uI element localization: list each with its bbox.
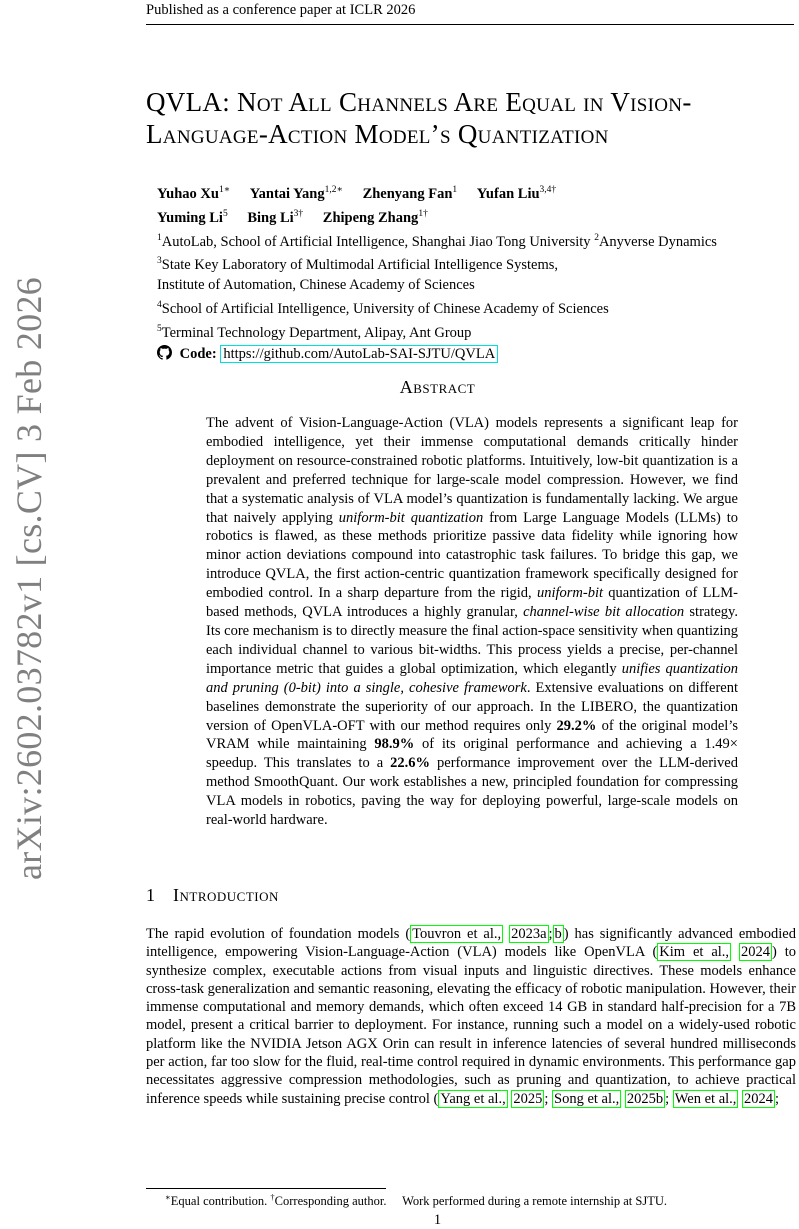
citation-link[interactable]: Yang et al.,: [440, 1090, 506, 1107]
github-icon: [157, 345, 172, 360]
header-rule: [146, 24, 794, 25]
author: Yufan Liu$^{3,4\dagger}$: [476, 185, 557, 202]
citation-link[interactable]: 2024: [740, 944, 770, 961]
section-heading-introduction: [146, 885, 279, 906]
author: Bing $Li^{3\dagger}$: [247, 208, 304, 226]
section-number: 1: [146, 885, 155, 905]
affiliation-1-2: $^1$AutoLab, School of Artificial Intelligence, Shanghai Jiao Tong University $^2$Anyverse Dynamics: [157, 232, 717, 250]
code-url-link[interactable]: https://github.com/AutoLab-SAI-SJTU/QVLA: [220, 345, 498, 363]
footnote-rule: [146, 1188, 386, 1189]
affiliation-3-cont: Institute of Automation, Chinese Academy of Sciences: [157, 277, 475, 294]
abstract-heading: Abstract: [399, 377, 476, 397]
page-number: 1: [433, 1212, 442, 1228]
author: Yuhao $Xu^{1∗}$: [157, 185, 231, 202]
section-title: Introduction: [173, 885, 279, 905]
citation-link[interactable]: Song et al.,: [554, 1090, 620, 1107]
introduction-body: The rapid evolution of foundation models ( Touvron et al., 2023a ; b ) has significantly advanced embodied intelligence, empowering Vision-Language-Action (VLA) models like OpenVLA ( Kim et al., 2024 ) to synthesize complex, executable actions from visual inputs and linguistic directives. These models enhance cross-task generalization and semantic reasoning, elevating the efficacy of robotic manipulation. However, their immense computational and memory demands, which often exceed 14 GB in standard half-precision for a 7B model, present a critical barrier to deployment. For instance, running such a model on a widely-used robotic platform like the NVIDIA Jetson AGX Orin can result in inference latencies of several hundred milliseconds per action, far too slow for the fluid, real-time control required in dynamic environments. This performance gap necessitates aggressive compression methodologies, such as pruning and quantization, to achieve practical inference speeds while sustaining precise control ( Yang et al., 2025 ; Song et al., 2025b ; Wen et al., 2024 ;: [146, 926, 797, 1107]
code-line: [157, 344, 797, 364]
title-line-2: Language-Action Model’s Quantization: [146, 119, 609, 149]
author-row-1: [157, 180, 797, 204]
citation-link[interactable]: b: [554, 926, 562, 942]
code-label: Code:: [179, 345, 217, 362]
citation-link[interactable]: 2023a: [511, 926, 547, 942]
paper-title: [146, 86, 796, 150]
citation-link[interactable]: 2025b: [626, 1090, 664, 1107]
citation-link[interactable]: Wen et al.,: [674, 1090, 737, 1107]
author: Zhipeng Zhang$^{1\dagger}$: [322, 208, 428, 226]
author-row-2: [157, 204, 797, 228]
affiliation-3: $^3$State Key Laboratory of Multimodal Artificial Intelligence Systems,: [157, 256, 558, 274]
author: Zhenyang Fan$^1$: [362, 185, 458, 202]
running-header: Published as a conference paper at ICLR 2026: [146, 2, 416, 18]
citation-link[interactable]: Kim et al.,: [659, 944, 730, 961]
citation-link[interactable]: 2025: [513, 1090, 543, 1107]
abstract-body: The advent of Vision-Language-Action (VLA) models represents a significant leap for embodied intelligence, yet their immense computational demands critically hinder deployment on resource-constrained robotic platforms. Intuitively, low-bit quantization is a prevalent and preferred technique for large-scale model compression. However, we find that a systematic analysis of VLA model’s quantization is fundamentally lacking. We argue that naively applying uniform-bit quantization from Large Language Models (LLMs) to robotics is flawed, as these methods prioritize passive data fidelity while ignoring how minor action deviations compound into catastrophic task failures. To bridge this gap, we introduce QVLA, the first action-centric quantization framework specifically designed for embodied control. In a sharp departure from the rigid, uniform-bit quantization of LLM-based methods, QVLA introduces a highly granular, channel-wise bit allocation strategy. Its core mechanism is to directly measure the final action-space sensitivity when quantizing each individual channel to various bit-widths. This process yields a precise, per-channel importance metric that guides a global optimization, which elegantly unifies quantization and pruning (0-bit) into a single, cohesive framework. Extensive evaluations on different baselines demonstrate the superiority of our approach. In the LIBERO, the quantization version of OpenVLA-OFT with our method requires only 29.2% of the original model’s VRAM while maintaining 98.9% of its original performance and achieving a 1.49× speedup. This translates to a 22.6% performance improvement over the LLM-derived method SmoothQuant. Our work establishes a new, principled foundation for compressing VLA models in robotics, paving the way for deploying powerful, large-scale models on real-world hardware.: [206, 415, 739, 829]
citation-link[interactable]: Touvron et al.,: [412, 926, 502, 942]
citation-link[interactable]: 2024: [744, 1090, 774, 1107]
author: Yuming Li$^5$: [157, 208, 228, 226]
affiliation-4: $^4$School of Artificial Intelligence, University of Chinese Academy of Sciences: [157, 300, 609, 318]
author-block: [157, 180, 797, 364]
arxiv-stamp: arXiv:2602.03782v1 [cs.CV] 3 Feb 2026: [9, 276, 49, 880]
affiliation-5: $^5$Terminal Technology Department, Alipay, Ant Group: [157, 324, 472, 341]
author: Yantai Yang$^{1,2∗}$: [249, 185, 343, 202]
footnote: ∗Equal contribution. †Corresponding author. Work performed during a remote internship at SJTU.: [165, 1192, 667, 1209]
title-line-1: QVLA: Not All Channels Are Equal in Vision-: [146, 87, 692, 117]
